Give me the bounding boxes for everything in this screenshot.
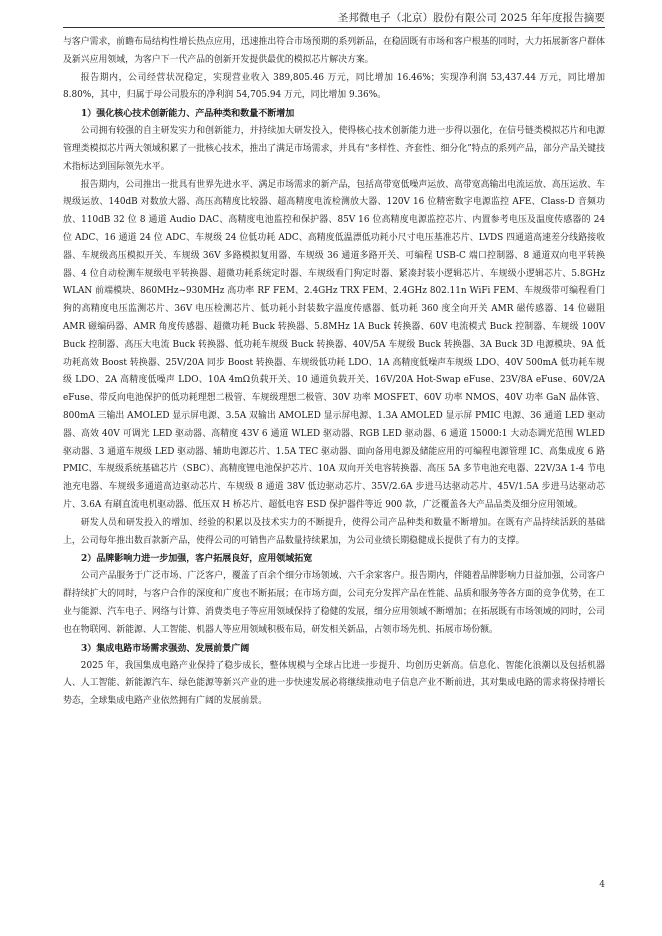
section-heading-1: 1）强化核心技术创新能力、产品种类和数量不断增加 [81,109,295,120]
section-3-paragraph-1: 2025 年，我国集成电路产业保持了稳步成长，整体规模与全球占比进一步提升、均创历史新高。信息化、智能化浪潮以及包括机器人、人工智能、新能源汽车、绿色能源等新兴产业的进一步快速发展必将继续推动电子信息产业不断前进，其对集成电路的需求将保持增长势态，全球集成电路产业依然拥有广阔的发展前景。 [63,660,605,707]
page-number: 4 [599,880,605,890]
section-1-paragraph-2: 报告期内，公司推出一批具有世界先进水平、满足市场需求的新产品，包括高带宽低噪声运放、高带宽高输出电流运放、高压运放、车规级运放、140dB 对数放大器、高压高精度比较器、超高精度电流检测放大器、120V 16 位精密数字电源监控 AFE、Class-D 音频功放、110dB 32 位 8 通道 Audio DAC、高精度电池监控和保护器、85V 16 位高精度电源监控芯片、内置参考电压及温度传感器的 24 位 ADC、16 通道 24 位 ADC、车规级 24 位低功耗 ADC、高精度低温漂低功耗小尺寸电压基准芯片、LVDS 四通道高速差分线路接收器、车规级高压模拟开关、车规级 36V 多路模拟复用器、车规级 36 通道多路开关、可编程 USB-C 端口控制器、8 通道双向电平转换器、4 位自动检测车规级电平转换器、超微功耗系统定时器、车规级看门狗定时器、紧凑封装小逻辑芯片、车规级小逻辑芯片、5.8GHz WLAN 前端模块、860MHz~930MHz 高功率 RF FEM、2.4GHz TRX FEM、2.4GHz 802.11n WiFi FEM、车规级带可编程看门狗的高精度电压监测芯片、36V 电压检测芯片、低功耗小封装数字温度传感器、低功耗 360 度全向开关 AMR 磁传感器、14 位磁阻 AMR 磁编码器、AMR 角度传感器、超微功耗 Buck 转换器、5.8MHz 1A Buck 转换器、60V 电流模式 Buck 控制器、车规级 100V Buck 控制器、高压大电流 Buck 转换器、低功耗车规级 Buck 转换器、40V/5A 车规级 Buck 转换器、3A Buck 3D 电源模块、9A 低功耗高效 Boost 转换器、25V/20A 同步 Boost 转换器、车规级低功耗 LDO、1A 高精度低噪声车规级 LDO、40V 500mA 低功耗车规级 LDO、2A 高精度低噪声 LDO、10A 4mΩ负载开关、10 通道负载开关、16V/20A Hot-Swap eFuse、23V/8A eFuse、60V/2A eFuse、带反向电池保护的低功耗理想二极管、车规级理想二极管、30V 功率 MOSFET、60V 功率 NMOS、40V 功率 GaN 晶体管、800mA 三输出 AMOLED 显示屏电源、3.5A 双输出 AMOLED 显示屏电源、1.3A AMOLED 显示屏 PMIC 电源、36 通道 LED 驱动器、高效 40V 可调光 LED 驱动器、高精度 43V 6 通道 WLED 驱动器、RGB LED 驱动器、6 通道 15000:1 大动态调光范围 WLED 驱动器、3 通道车规级 LED 驱动器、辅助电源芯片、1.5A TEC 驱动器、面向备用电源及储能应用的可编程电源管理 IC、高集成度 6 路 PMIC、车规级系统基础芯片（SBC）、高精度锂电池保护芯片、10A 双向开关电容转换器、高压 5A 多节电池充电器、22V/3A 1-4 节电池充电器、车规级多通道高边驱动芯片、车规级 8 通道 38V 低边驱动芯片、35V/2.6A 步进马达驱动芯片、45V/1.5A 步进马达驱动芯片、3.6A 有刷直流电机驱动器、低压双 H 桥芯片、超低电容 ESD 保护器件等近 900 款，广泛覆盖各大产品品类及细分应用领域。 [63,179,605,510]
report-body [63,34,605,711]
report-header-title: 圣邦微电子（北京）股份有限公司 2025 年年度报告摘要 [337,12,605,24]
performance-paragraph: 报告期内，公司经营状况稳定，实现营业收入 389,805.46 万元，同比增加 16.46%；实现净利润 53,437.44 万元，同比增加 8.80%，其中，归属于母公司股东的净利润 54,705.94 万元，同比增加 9.36%。 [63,72,605,101]
section-2-paragraph-1: 公司产品服务于广泛市场、广泛客户，覆盖了百余个细分市场领域、六千余家客户。报告期内，伴随着品牌影响力日益加强，公司客户群持续扩大的同时，与客户合作的深度和广度也不断拓展；在市场方面，公司充分发挥产品在性能、品质和服务等各方面的竞争优势，在工业与能源、汽车电子、网络与计算、消费类电子等应用领域保持了稳健的发展，细分应用领域不断增加；在拓展既有市场领域的同时，公司也在物联网、新能源、人工智能、机器人等应用领域积极布局，研发相关新品，占领市场先机、拓展市场份额。 [63,571,605,635]
intro-paragraph: 与客户需求，前瞻布局结构性增长热点应用，迅速推出符合市场预期的系列新品，在稳固既有市场和客户根基的同时，大力拓展新客户群体及新兴应用领域，为客户下一代产品的创新开发提供最优的模拟芯片解决方案。 [63,37,605,65]
section-heading-2: 2）品牌影响力进一步加强，客户拓展良好，应用领域拓宽 [81,554,313,565]
section-1-paragraph-1: 公司拥有较强的自主研发实力和创新能力，并持续加大研发投入，使得核心技术创新能力进一步得以强化，在信号链类模拟芯片和电源管理类模拟芯片两大领域积累了一批核心技术，推出了满足市场需求，并具有“多样性、齐套性、细分化”特点的系列产品，部分产品关键技术指标达到国际领先水平。 [63,126,605,172]
section-heading-3: 3）集成电路市场需求强劲、发展前景广阔 [81,643,250,654]
section-1-paragraph-3: 研发人员和研发投入的增加、经验的积累以及技术实力的不断提升，使得公司产品种类和数量不断增加。在既有产品持续活跃的基础上，公司每年推出数百款新产品，使得公司的可销售产品数量持续累加，为公司业绩长期稳健成长提供了有力的支撑。 [63,517,605,546]
header-divider [63,27,605,28]
